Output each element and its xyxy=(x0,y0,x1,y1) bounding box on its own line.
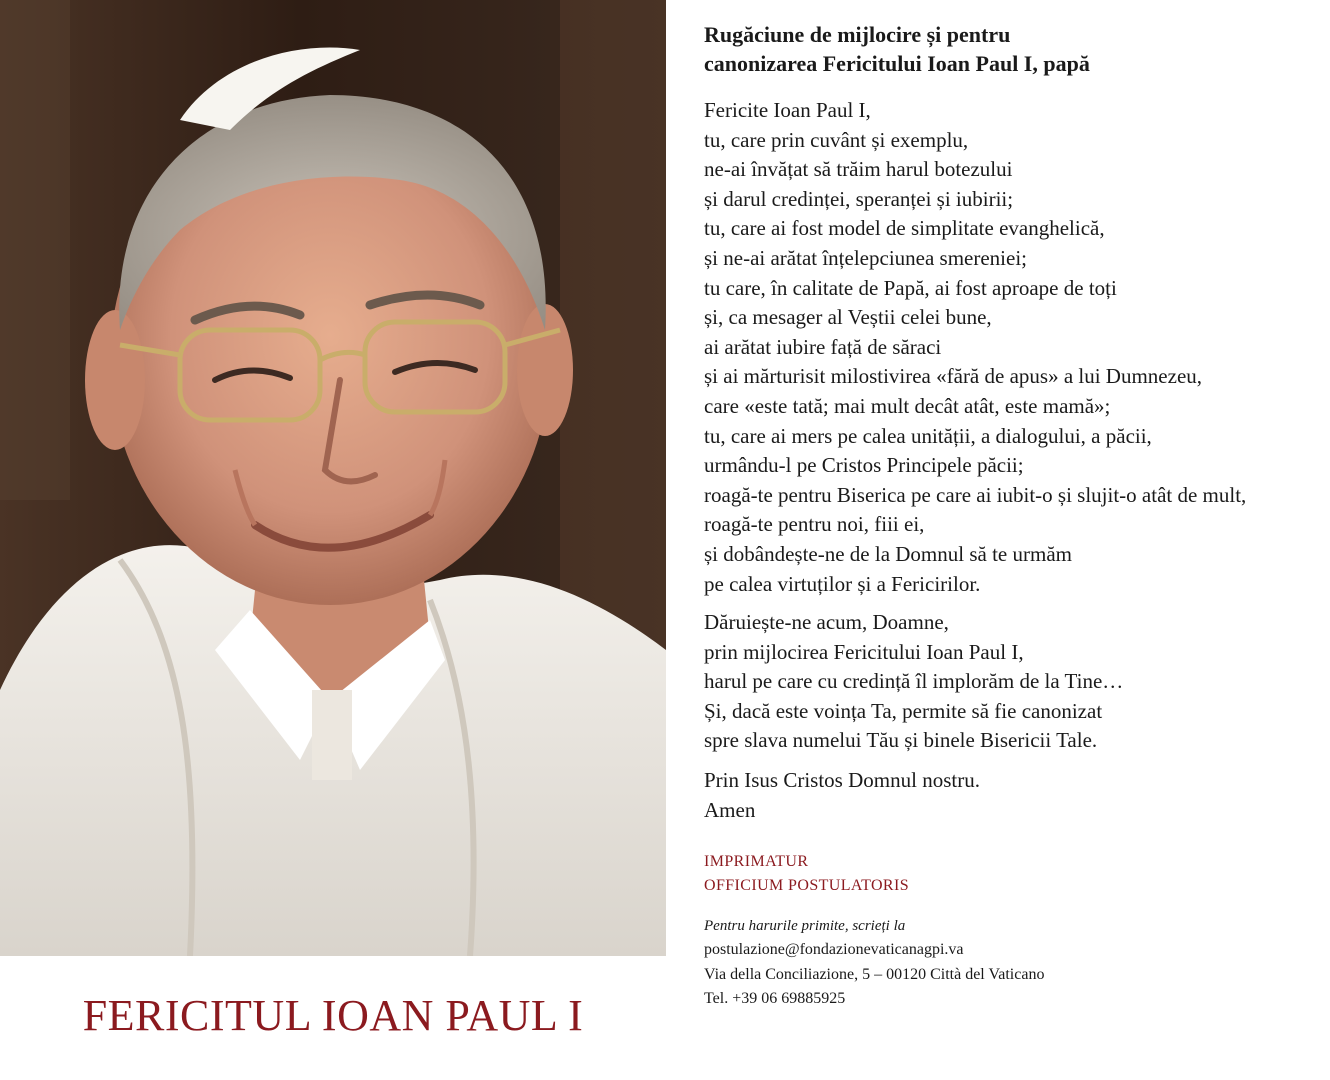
prayer-line: care «este tată; mai mult decât atât, este mamă»; xyxy=(704,393,1111,418)
prayer-line: prin mijlocirea Fericitului Ioan Paul I, xyxy=(704,639,1024,664)
prayer-line: roagă-te pentru noi, fiii ei, xyxy=(704,512,925,537)
prayer-title xyxy=(704,20,1304,78)
prayer-title-line: Rugăciune de mijlocire și pentru xyxy=(704,22,1011,47)
prayer-line: roagă-te pentru Biserica pe care ai iubit-o și slujit-o atât de mult, xyxy=(704,482,1247,507)
prayer-stanza-2 xyxy=(704,608,1123,756)
prayer-line: ne-ai învățat să trăim harul botezului xyxy=(704,157,1013,182)
prayer-title-line: canonizarea Fericitului Ioan Paul I, papă xyxy=(704,51,1090,76)
prayer-line: și dobândește-ne de la Domnul să te urmăm xyxy=(704,541,1072,566)
officium-label: OFFICIUM POSTULATORIS xyxy=(704,877,910,894)
prayer-stanza-1 xyxy=(704,96,1246,599)
prayer-line: și, ca mesager al Veștii celei bune, xyxy=(704,305,992,330)
prayer-stanza-3 xyxy=(704,766,980,825)
contact-email: postulazione@fondazionevaticanagpi.va xyxy=(704,941,964,959)
contact-intro: Pentru harurile primite, scrieți la xyxy=(704,918,906,934)
prayer-line: și ai mărturisit milostivirea «fără de apus» a lui Dumnezeu, xyxy=(704,364,1203,389)
imprimatur-block xyxy=(704,850,909,898)
contact-address: Via della Conciliazione, 5 – 00120 Città del Vaticano xyxy=(704,965,1045,983)
prayer-line: tu, care ai mers pe calea unității, a dialogului, a păcii, xyxy=(704,423,1152,448)
prayer-line: pe calea virtuților și a Fericirilor. xyxy=(704,571,981,596)
prayer-line: tu care, în calitate de Papă, ai fost aproape de toți xyxy=(704,275,1117,300)
prayer-line: tu, care ai fost model de simplitate evanghelică, xyxy=(704,216,1105,241)
prayer-line: și ne-ai arătat înțelepciunea smereniei; xyxy=(704,245,1028,270)
imprimatur-label: IMPRIMATUR xyxy=(704,853,809,870)
prayer-line: tu, care prin cuvânt și exemplu, xyxy=(704,127,969,152)
prayer-line: Fericite Ioan Paul I, xyxy=(704,98,871,122)
name-banner: FERICITUL IOAN PAUL I xyxy=(82,991,584,1040)
prayer-line: urmându-l pe Cristos Principele păcii; xyxy=(704,453,1024,478)
prayer-line: Prin Isus Cristos Domnul nostru. xyxy=(704,768,980,792)
prayer-line: ai arătat iubire față de săraci xyxy=(704,334,942,359)
contact-block xyxy=(704,914,1044,1012)
prayer-line: harul pe care cu credință îl implorăm de la Tine… xyxy=(704,669,1124,694)
portrait-photo xyxy=(0,0,666,956)
prayer-line: și darul credinței, speranței și iubirii; xyxy=(704,186,1014,211)
portrait-illustration xyxy=(0,0,666,956)
prayer-line: Și, dacă este voința Ta, permite să fie canonizat xyxy=(704,698,1103,723)
prayer-line: Amen xyxy=(704,797,756,822)
contact-phone: Tel. +39 06 69885925 xyxy=(704,990,846,1008)
prayer-line: Dăruiește-ne acum, Doamne, xyxy=(704,610,949,634)
prayer-line: spre slava numelui Tău și binele Bisericii Tale. xyxy=(704,728,1098,753)
